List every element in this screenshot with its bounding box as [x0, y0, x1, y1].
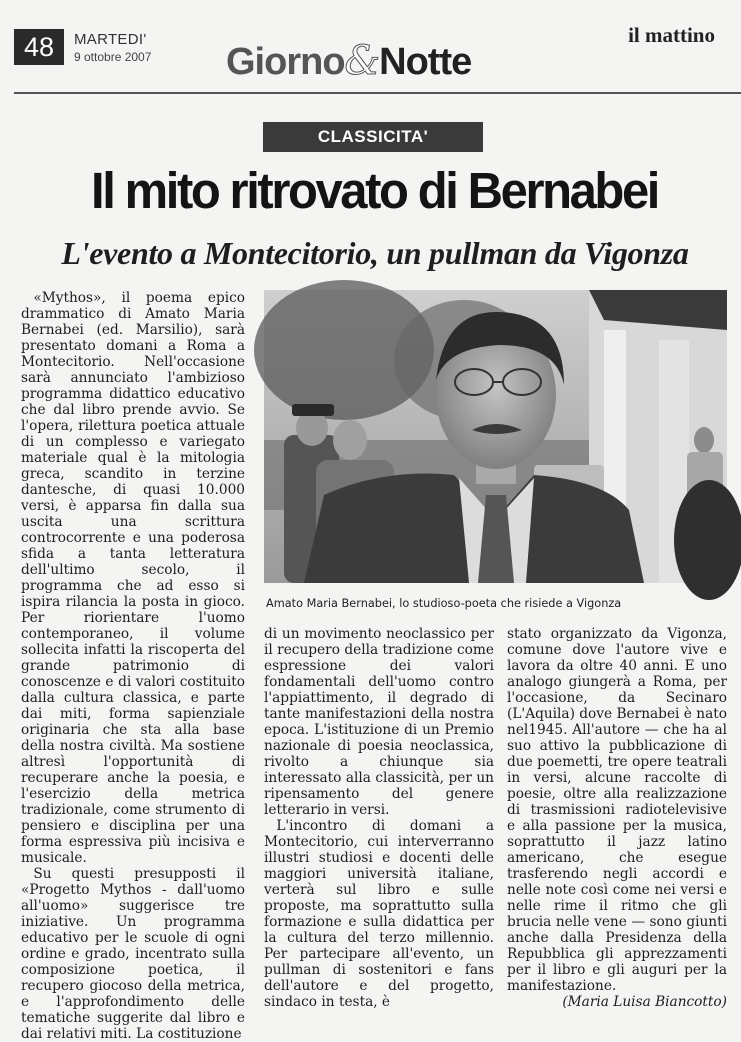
article-subheadline: L'evento a Montecitorio, un pullman da Vigonza: [61, 235, 689, 271]
column-1-paragraph: «Mythos», il poema epico drammatico di Amato Maria Bernabei (ed. Marsilio), sarà presentato domani a Roma a Montecitorio. Nell'occasione sarà annunciato l'ambizioso programma didattico educativo che dal libro prende avvio. Se l'opera, rilettura poetica attuale di un complesso e variegato materiale qual è la mitologia greca, scandito in terzine dantesche, di quasi 10.000 versi, è apparsa fin dalla sua uscita una scrittura controcorrente e una poderosa sfida a tanta letteratura dell'ultimo secolo, il programma che ad esso si ispira rilancia la posta in gioco. Per riorientare l'uomo contemporaneo, il volume sollecita infatti la riscoperta del grande patrimonio di conoscenze e di valori costituito dalla cultura classica, e parte dai miti, forma sapienziale originaria che sta alla base della nostra civiltà. Ma sostiene altresì l'opportunità di recuperare anche la poesia, e l'esercizio della metrica tradizionale, come strumento di pensiero e disciplina per una forma espressiva più incisiva e musicale.: [21, 290, 245, 866]
article-kicker: CLASSICITA': [263, 122, 483, 152]
page-number: 48: [14, 29, 64, 65]
section-logo-ampersand: &: [344, 38, 380, 84]
article-photo: [264, 290, 727, 583]
column-1-paragraph: Su questi presupposti il «Progetto Mythos - dall'uomo all'uomo» suggerisce tre iniziative. Un programma educativo per le scuole di ogni ordine e grado, incentrato sulla composizione poetica, il recupero giocoso della metrica, e l'approfondimento delle tematiche suggerite dal libro e dai relativi miti. La costituzione: [21, 866, 245, 1042]
article-column-1: [21, 290, 245, 1042]
article-byline: (Maria Luisa Biancotto): [562, 994, 727, 1010]
column-2-paragraph: di un movimento neoclassico per il recupero della tradizione come espressione dei valori fondamentali dell'uomo contro l'appiattimento, il degrado di tante manifestazioni della nostra epoca. L'istituzione di un Premio nazionale di poesia neoclassica, rivolto a chiunque sia interessato alla classicità, per un ripensamento del genere letterario in versi.: [264, 626, 494, 818]
article-column-3: [507, 626, 727, 1010]
issue-date: 9 ottobre 2007: [74, 50, 152, 64]
column-2-paragraph: L'incontro di domani a Montecitorio, cui interverranno illustri studiosi e docenti delle maggiori università italiane, verterà sul libro e sulle proposte, ma soprattutto sulla formazione e sulla didattica per la cultura del terzo millennio. Per partecipare all'evento, un pullman di sostenitori e fans dell'autore e del progetto, sindaco in testa, è: [264, 818, 494, 1010]
section-logo: [226, 38, 471, 84]
header-divider: [14, 92, 741, 94]
portrait-photo-illustration: [264, 290, 727, 583]
photo-caption: Amato Maria Bernabei, lo studioso-poeta che risiede a Vigonza: [266, 597, 622, 610]
section-logo-part2: Notte: [379, 41, 472, 83]
issue-day: MARTEDI': [74, 31, 147, 48]
article-headline: Il mito ritrovato di Bernabei: [91, 162, 658, 219]
page-header: [0, 0, 741, 92]
section-logo-part1: Giorno: [226, 41, 345, 83]
article-column-2: [264, 626, 494, 1010]
column-3-paragraph: stato organizzato da Vigonza, comune dove l'autore vive e lavora da oltre 40 anni. E uno analogo giungerà a Roma, per l'occasione, da Secinaro (L'Aquila) dove Bernabei è nato nel1945. All'autore — che ha al suo attivo la pubblicazione di due poemetti, tre opere teatrali in versi, alcune raccolte di poesie, oltre alla realizzazione di trasmissioni radiotelevisive e alla passione per la musica, soprattutto il jazz latino americano, che esegue trasferendo negli accordi e nelle note così come nei versi e nelle rime il ritmo che gli brucia nelle vene — sono giunti anche dalla Presidenza della Repubblica gli apprezzamenti per il libro e gli auguri per la manifestazione.: [507, 626, 727, 994]
newspaper-name: il mattino: [628, 23, 715, 47]
